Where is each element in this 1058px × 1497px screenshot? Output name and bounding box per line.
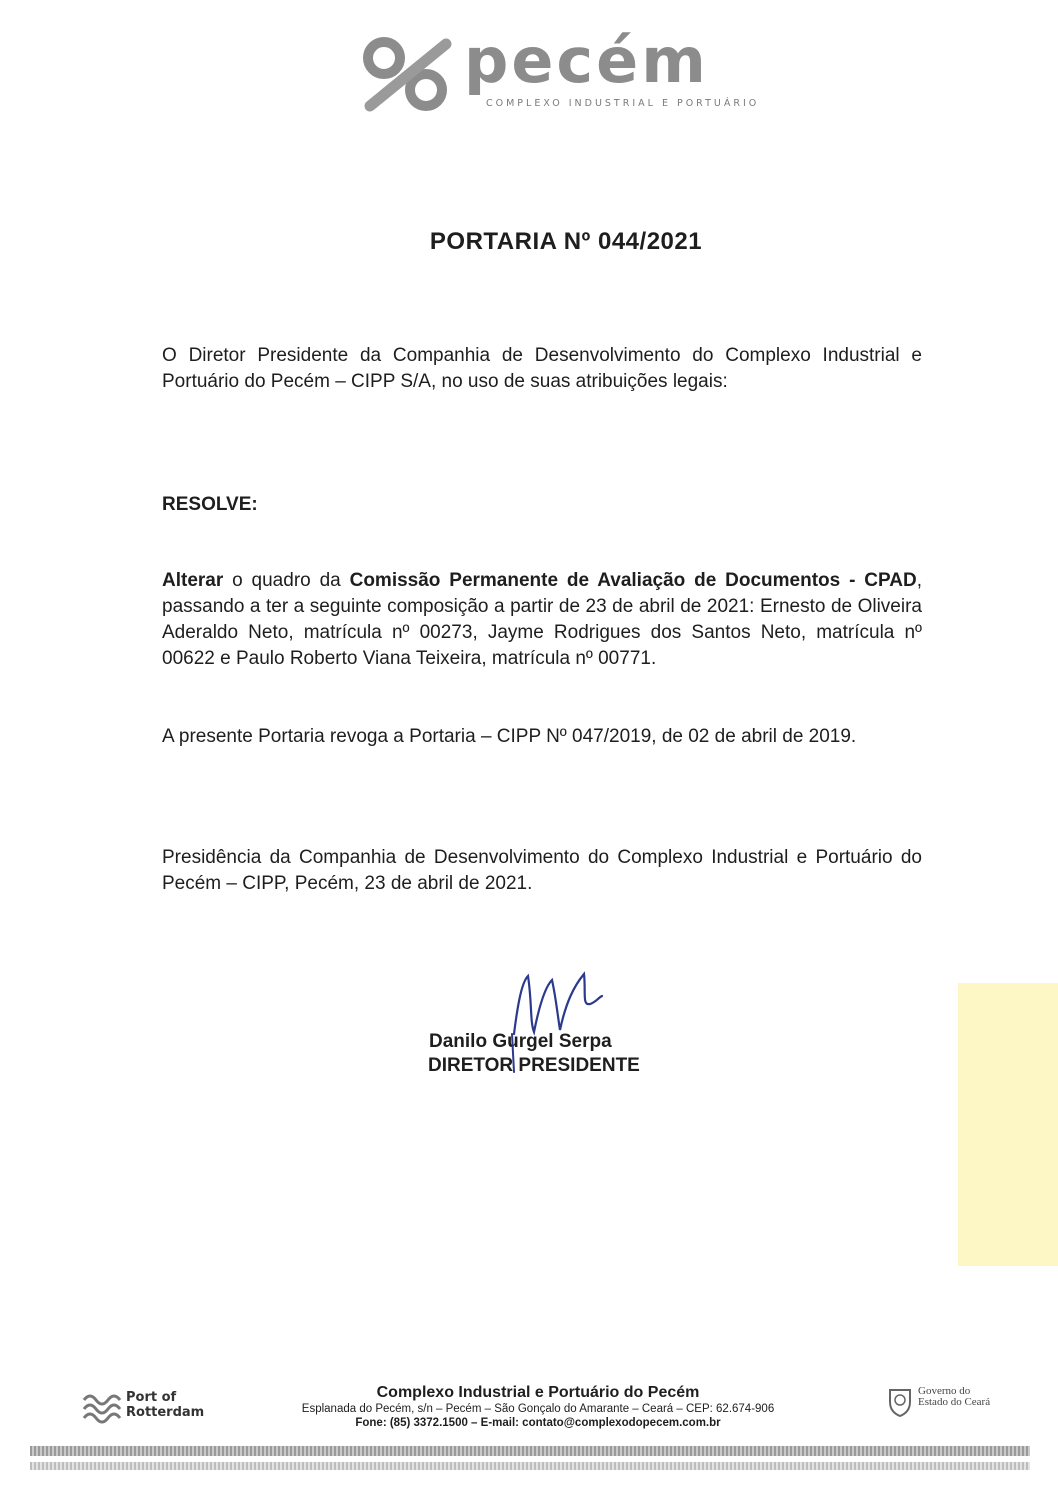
footer-address: Esplanada do Pecém, s/n – Pecém – São Gonçalo do Amarante – Ceará – CEP: 62.674-906: [301, 1403, 775, 1415]
signer-name: Danilo Gurgel Serpa: [429, 1031, 612, 1052]
rotterdam-logo: [82, 1390, 222, 1430]
handwritten-signature: [500, 962, 610, 1082]
revocation-paragraph: A presente Portaria revoga a Portaria – CIPP Nº 047/2019, de 02 de abril de 2019.: [162, 726, 857, 747]
intro-paragraph: O Diretor Presidente da Companhia de Desenvolvimento do Complexo Industrial e Portuário do Pecém – CIPP S/A, no uso de suas atribuições legais:: [162, 345, 922, 392]
footer-title: Complexo Industrial e Portuário do Pecém: [376, 1384, 700, 1401]
alter-text-1: o quadro da: [223, 570, 350, 591]
rotterdam-line2: Rotterdam: [126, 1405, 205, 1420]
gov-label: [918, 1386, 990, 1408]
place-date-paragraph: Presidência da Companhia de Desenvolvimento do Complexo Industrial e Portuário do Pecém – CIPP, Pecém, 23 de abril de 2021.: [162, 847, 922, 894]
pecem-logo-icon: [360, 36, 456, 116]
footer-band-top: [30, 1446, 1030, 1456]
footer-band-bottom: [30, 1462, 1030, 1470]
rotterdam-label: [126, 1390, 204, 1420]
signer-role: DIRETOR PRESIDENTE: [428, 1055, 640, 1076]
document-title: PORTARIA Nº 044/2021: [429, 228, 703, 255]
footer-contact: [238, 1384, 838, 1430]
alter-keyword: Alterar: [162, 570, 224, 591]
commission-name: Comissão Permanente de Avaliação de Documentos - CPAD: [349, 570, 917, 591]
sticky-note: [958, 983, 1058, 1266]
resolve-heading: RESOLVE:: [162, 494, 258, 515]
governo-ceara-logo: [886, 1384, 1016, 1424]
alteration-paragraph: [162, 568, 922, 672]
rotterdam-line1: Port of: [126, 1390, 177, 1405]
alter-text-2: , passando a ter a seguinte composição a partir de 23 de abril de 2021: Ernesto de Oliveira Aderaldo Neto, matrícula nº 00273, Jayme Rodrigues dos Santos Neto, matrícula nº 00622 e Paulo Roberto Viana Teixeira, matrícula nº 00771.: [162, 570, 922, 669]
wave-icon: [82, 1390, 122, 1426]
gov-line1: Governo do: [918, 1385, 971, 1397]
coat-of-arms-icon: [886, 1384, 914, 1418]
pecem-logo: [360, 24, 760, 120]
logo-wordmark: pecém: [464, 24, 709, 97]
logo-tagline: COMPLEXO INDUSTRIAL E PORTUÁRIO: [486, 98, 760, 109]
footer-contact-line: Fone: (85) 3372.1500 – E-mail: contato@complexodopecem.com.br: [355, 1417, 721, 1429]
gov-line2: Estado do Ceará: [918, 1396, 991, 1408]
